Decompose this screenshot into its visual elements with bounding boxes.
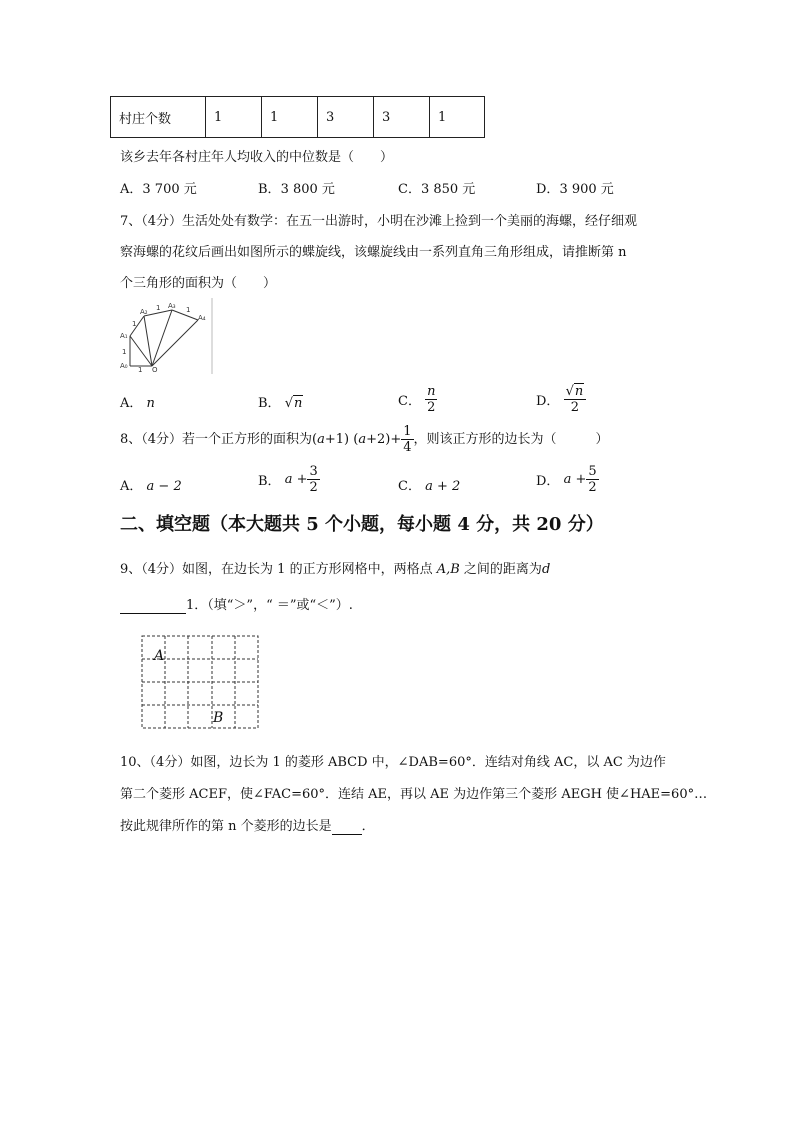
label-one: 1 xyxy=(132,320,137,328)
village-table xyxy=(110,96,485,138)
option-text: 3 850 元 xyxy=(420,182,476,197)
label-one: 1 xyxy=(122,348,127,356)
fraction: $\frac{n}{2}$ xyxy=(427,384,436,415)
fraction: $\frac{5}{2}$ xyxy=(588,464,597,495)
point-b-label: B xyxy=(213,710,224,726)
q10-line1: 10、（4分）如图，边长为 1 的菱形 ABCD 中，∠DAB=60°．连结对角线 AC，以 AC 为边作 xyxy=(120,755,666,770)
label-a3: A₃ xyxy=(168,302,176,310)
q6-option-d[interactable] xyxy=(536,178,614,197)
fraction: $\frac{√n}{2}$ xyxy=(564,384,587,415)
fraction: $\frac{1}{4}$ xyxy=(403,424,412,455)
section-title: 二、填空题（本大题共 5 个小题，每小题 4 分，共 20 分） xyxy=(120,514,604,535)
q7-line1: 7、（4分）生活处处有数学：在五一出游时，小明在沙滩上捡到一个美丽的海螺，经仔细观 xyxy=(120,214,638,229)
option-label: C． xyxy=(398,182,421,197)
table-cell: 1 xyxy=(262,97,318,138)
label-a1: A₁ xyxy=(120,332,128,340)
option-text: 3 900 元 xyxy=(559,182,614,197)
answer-blank[interactable] xyxy=(120,598,186,614)
q8-option-a[interactable]: A． a − 2 xyxy=(120,479,182,494)
q6-option-b[interactable] xyxy=(258,178,335,197)
label-a4: A₄ xyxy=(198,314,206,322)
label-a0: A₀ xyxy=(120,362,128,370)
q10-line2: 第二个菱形 ACEF，使∠FAC=60°．连结 AE，再以 AE 为边作第三个菱形 AEGH 使∠HAE=60°… xyxy=(120,787,708,802)
option-label: B． xyxy=(258,182,281,197)
q9-line1: 9、（4分）如图，在边长为 1 的正方形网格中，两格点 A,B 之间的距离为d xyxy=(120,562,551,577)
table-cell: 1 xyxy=(206,97,262,138)
q6-stem: 该乡去年各村庄年人均收入的中位数是（ ） xyxy=(120,150,394,165)
answer-blank[interactable] xyxy=(332,819,362,835)
label-one: 1 xyxy=(186,306,191,314)
table-cell: 3 xyxy=(318,97,374,138)
table-row xyxy=(111,97,485,138)
table-cell: 3 xyxy=(374,97,430,138)
q6-option-c[interactable] xyxy=(398,178,475,197)
option-text: 3 700 元 xyxy=(142,182,197,197)
q10-line3: 按此规律所作的第 n 个菱形的边长是 ． xyxy=(120,819,375,834)
option-text: 3 800 元 xyxy=(280,182,335,197)
q9-line2: 1．（填“＞”，“ ＝”或“＜”）. xyxy=(120,594,353,614)
table-cell: 1 xyxy=(430,97,485,138)
grid-figure xyxy=(138,632,262,732)
q7-option-d[interactable]: D． $\frac{√n}{2}$ xyxy=(536,384,586,415)
table-header-cell: 村庄个数 xyxy=(111,97,206,138)
label-o: O xyxy=(152,366,158,374)
q7-line2: 察海螺的花纹后画出如图所示的蝶旋线，该螺旋线由一系列直角三角形组成，请推断第 n xyxy=(120,245,627,260)
label-a2: A₂ xyxy=(140,308,148,316)
q7-line3: 个三角形的面积为（ ） xyxy=(120,276,277,291)
option-label: A． xyxy=(120,182,143,197)
q7-option-a[interactable]: A． n xyxy=(120,396,155,411)
label-one: 1 xyxy=(156,304,161,312)
sqrt-n: √n xyxy=(284,396,303,411)
q8-stem: 8、（4分）若一个正方形的面积为(a+1) (a+2)+ $\frac{1}{4}$，则该正方形的边长为（ ） xyxy=(120,424,609,455)
point-a-label: A xyxy=(154,648,165,664)
q8-option-c[interactable]: C． a + 2 xyxy=(398,479,461,494)
q8-option-d[interactable]: D． a + $\frac{5}{2}$ xyxy=(536,464,597,495)
q7-option-c[interactable]: C． $\frac{n}{2}$ xyxy=(398,384,436,415)
q8-option-b[interactable]: B． a + $\frac{3}{2}$ xyxy=(258,464,318,495)
q6-option-a[interactable] xyxy=(120,178,197,197)
fraction: $\frac{3}{2}$ xyxy=(309,464,318,495)
q7-option-b[interactable]: B． √n xyxy=(258,396,303,411)
spiral-figure xyxy=(118,298,214,374)
option-label: D． xyxy=(536,182,560,197)
label-one: 1 xyxy=(138,366,143,374)
